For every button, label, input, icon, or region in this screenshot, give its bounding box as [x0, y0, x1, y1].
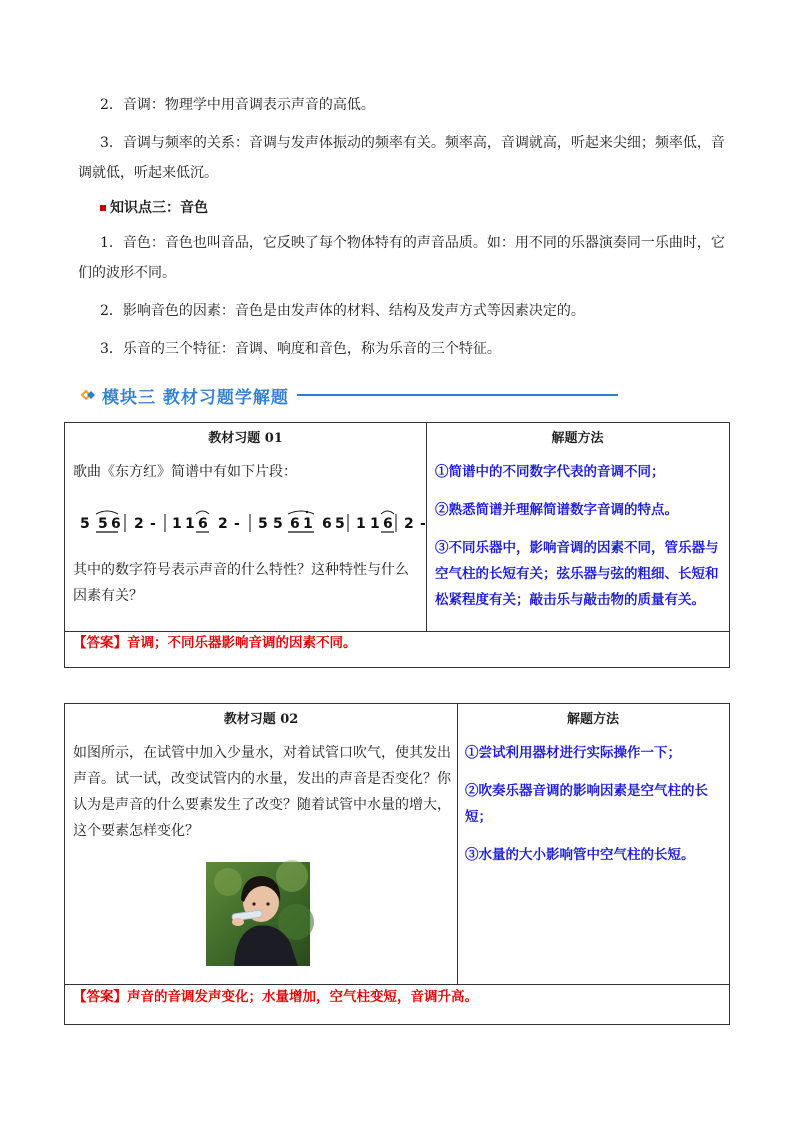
notation-note: -: [234, 516, 240, 532]
notation-note: 2: [404, 516, 414, 532]
timbre-factors: 2．影响音色的因素：音色是由发声体的材料、结构及发声方式等因素决定的。: [100, 303, 585, 319]
method-item-2: ②吹奏乐器音调的影响因素是空气柱的长短；: [465, 783, 708, 825]
slur-mark: [288, 511, 314, 514]
exercise-1-question: 其中的数字符号表示声音的什么特性？这种特性与什么因素有关？: [73, 562, 409, 604]
module-heading: [78, 384, 618, 406]
musical-sound-features: 3．乐音的三个特征：音调、响度和音色，称为乐音的三个特征。: [100, 341, 501, 357]
numbered-musical-notation: [74, 508, 424, 538]
exercise-1-answer: 【答案】音调；不同乐器影响音调的因素不同。: [73, 635, 357, 651]
method-header: 解题方法: [551, 431, 604, 446]
octave-dot: [306, 511, 308, 513]
girl-blowing-test-tube-photo: [206, 862, 310, 966]
exercise-1-table: [64, 422, 730, 668]
exercise-1-question-intro: 歌曲《东方红》简谱中有如下片段：: [73, 464, 297, 480]
notation-note: 2: [134, 516, 144, 532]
knowledge-point-heading: [100, 198, 208, 218]
notation-note: -: [150, 516, 156, 532]
notation-note: 6: [111, 516, 121, 532]
notation-note: 5: [335, 516, 345, 532]
notation-note: -: [420, 516, 426, 532]
double-diamond-icon: [78, 388, 96, 402]
exercise-2-answer: 【答案】声音的音调发声变化；水量增加，空气柱变短，音调升高。: [73, 989, 478, 1005]
exercise-1-header: 教材习题 01: [208, 431, 283, 446]
method-header: 解题方法: [566, 712, 619, 727]
row-divider: [65, 631, 729, 632]
exercise-2-header: 教材习题 02: [223, 712, 299, 727]
notation-note: 6: [290, 516, 300, 532]
notation-note: 5: [273, 516, 283, 532]
method-item-3: ③水量的大小影响管中空气柱的长短。: [465, 847, 695, 863]
slur-mark: [96, 511, 118, 514]
notation-note: 6: [383, 516, 393, 532]
notation-note: 2: [218, 516, 228, 532]
module-title: 模块三 教材习题学解题: [102, 387, 289, 408]
notation-note: 1: [303, 516, 313, 532]
slur-mark: [381, 511, 394, 514]
notation-note: 1: [172, 516, 182, 532]
notation-note: 1: [356, 516, 366, 532]
method-item-3: ③不同乐器中，影响音调的因素不同，管乐器与空气柱的长短有关；弦乐器与弦的粗细、长短和松紧程度有关；敲击乐与敲击物的质量有关。: [435, 540, 719, 608]
method-item-2: ②熟悉简谱并理解简谱数字音调的特点。: [435, 502, 678, 518]
notation-note: 1: [185, 516, 195, 532]
notation-note: 6: [198, 516, 208, 532]
exercise-2-table: [64, 703, 730, 1025]
pitch-frequency-relation: 3．音调与频率的关系：音调与发声体振动的频率有关。频率高，音调就高，听起来尖细；频率低，音调就低，听起来低沉。: [78, 135, 725, 181]
module-divider: [297, 394, 618, 396]
timbre-definition: 1．音色：音色也叫音品，它反映了每个物体特有的声音品质。如：用不同的乐器演奏同一乐曲时，它们的波形不同。: [78, 235, 725, 281]
row-divider: [65, 984, 729, 985]
knowledge-point-title: 知识点三：音色: [110, 200, 208, 216]
notation-note: 1: [370, 516, 380, 532]
notation-note: 5: [258, 516, 268, 532]
pitch-definition: 2．音调：物理学中用音调表示声音的高低。: [100, 97, 375, 113]
notation-graphic: [74, 508, 424, 538]
method-item-1: ①尝试利用器材进行实际操作一下；: [465, 745, 681, 761]
notation-note: 5: [80, 516, 90, 532]
exercise-2-question: 如图所示，在试管中加入少量水，对着试管口吹气，使其发出声音。试一试，改变试管内的水量，发出的声音是否变化？你认为是声音的什么要素发生了改变？随着试管中水量的增大，这个要素怎样变化？: [73, 745, 451, 839]
notation-note: 5: [98, 516, 108, 532]
slur-mark: [196, 511, 209, 514]
notation-note: 6: [322, 516, 332, 532]
column-divider: [457, 704, 458, 984]
square-bullet-icon: [100, 205, 106, 211]
column-divider: [426, 423, 427, 631]
method-item-1: ①简谱中的不同数字代表的音调不同；: [435, 464, 665, 480]
